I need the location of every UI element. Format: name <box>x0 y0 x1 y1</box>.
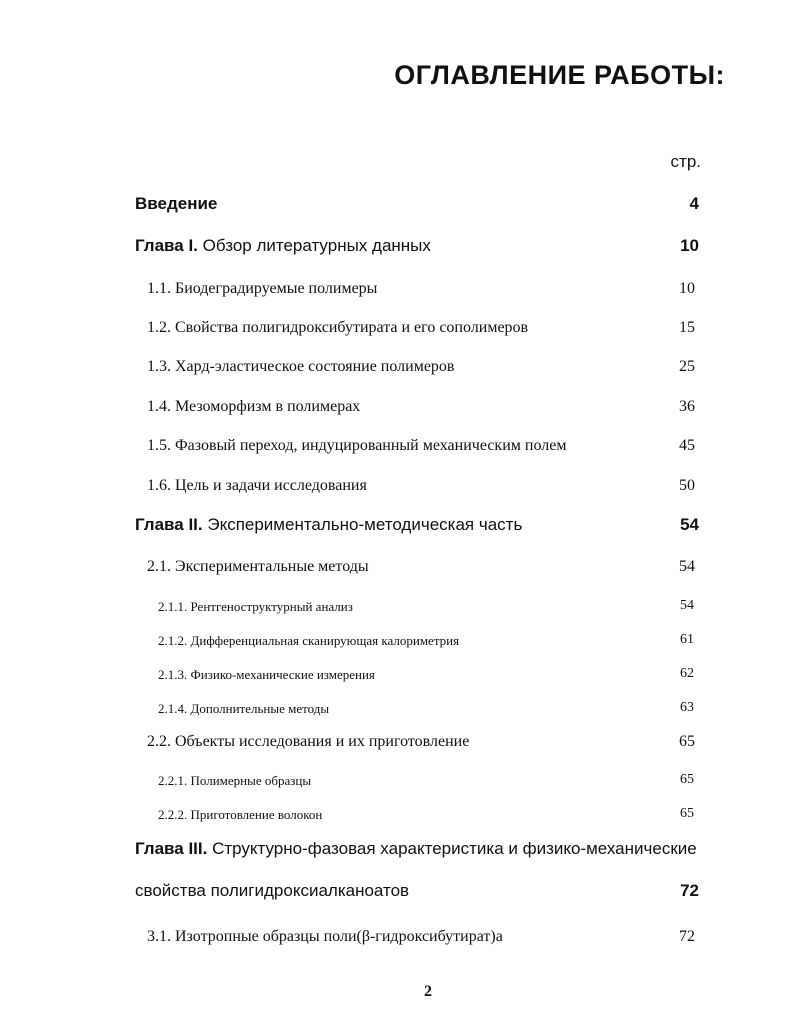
chapter-title: свойства полигидроксиалканоатов <box>135 881 410 900</box>
toc-entry-title: 2.2. Объекты исследования и их приготовление <box>147 733 470 750</box>
toc-entry-title: 1.1. Биодеградируемые полимеры <box>147 280 378 297</box>
toc-entry-title: 1.4. Мезоморфизм в полимерах <box>147 398 361 415</box>
toc-entry-page: 36 <box>679 398 695 415</box>
toc-entry-page: 72 <box>680 881 699 900</box>
toc-entry-page: 25 <box>679 358 695 375</box>
toc-entry-title <box>135 515 522 535</box>
toc-entry-title <box>135 881 409 901</box>
chapter-title: Обзор литературных данных <box>197 236 431 255</box>
toc-entry-page: 4 <box>689 194 699 213</box>
toc-entry-page: 65 <box>680 772 694 787</box>
toc-entry-page: 10 <box>679 280 695 297</box>
chapter-label: Глава I. <box>135 236 198 255</box>
toc-entry-page: 15 <box>679 319 695 336</box>
toc-entry-page: 61 <box>680 632 694 647</box>
toc-entry-title: 1.5. Фазовый переход, индуцированный механическим полем <box>147 437 567 454</box>
toc-entry-page: 65 <box>680 806 694 821</box>
page-number: 2 <box>424 983 432 1000</box>
chapter-title: Экспериментально-методическая часть <box>202 515 523 534</box>
page-title: ОГЛАВЛЕНИЕ РАБОТЫ: <box>394 60 725 90</box>
toc-entry-title <box>135 194 217 214</box>
toc-entry-title: 2.1.2. Дифференциальная сканирующая калориметрия <box>158 633 460 648</box>
toc-entry-title: 2.1.1. Рентгеноструктурный анализ <box>158 599 353 614</box>
toc-entry-title <box>135 236 431 256</box>
page-column-header: стр. <box>670 152 701 171</box>
chapter-label: Введение <box>135 194 218 213</box>
toc-entry-title <box>135 839 697 859</box>
toc-entry-title: 1.3. Хард-эластическое состояние полимеров <box>147 358 455 375</box>
toc-entry-title: 2.1.3. Физико-механические измерения <box>158 667 375 682</box>
toc-entry-page: 10 <box>680 236 699 255</box>
toc-entry-title: 2.2.2. Приготовление волокон <box>158 807 323 822</box>
toc-entry-title: 1.6. Цель и задачи исследования <box>147 477 367 494</box>
toc-entry-page: 65 <box>679 733 695 750</box>
toc-entry-page: 54 <box>680 598 694 613</box>
toc-entry-page: 54 <box>679 558 695 575</box>
toc-entry-title: 2.1. Экспериментальные методы <box>147 558 369 575</box>
toc-entry-page: 72 <box>679 928 695 945</box>
toc-entry-page: 62 <box>680 666 694 681</box>
toc-entry-page: 63 <box>680 700 694 715</box>
chapter-label: Глава II. <box>135 515 203 534</box>
toc-entry-title: 1.2. Свойства полигидроксибутирата и его сополимеров <box>147 319 529 336</box>
toc-entry-title: 2.1.4. Дополнительные методы <box>158 701 330 716</box>
toc-entry-page: 50 <box>679 477 695 494</box>
toc-entry-title: 2.2.1. Полимерные образцы <box>158 773 312 788</box>
chapter-label: Глава III. <box>135 839 208 858</box>
chapter-title: Структурно-фазовая характеристика и физико-механические <box>207 839 697 858</box>
toc-entry-page: 54 <box>680 515 699 534</box>
toc-entry-title: 3.1. Изотропные образцы поли(β-гидроксибутират)а <box>147 928 503 945</box>
toc-entry-page: 45 <box>679 437 695 454</box>
